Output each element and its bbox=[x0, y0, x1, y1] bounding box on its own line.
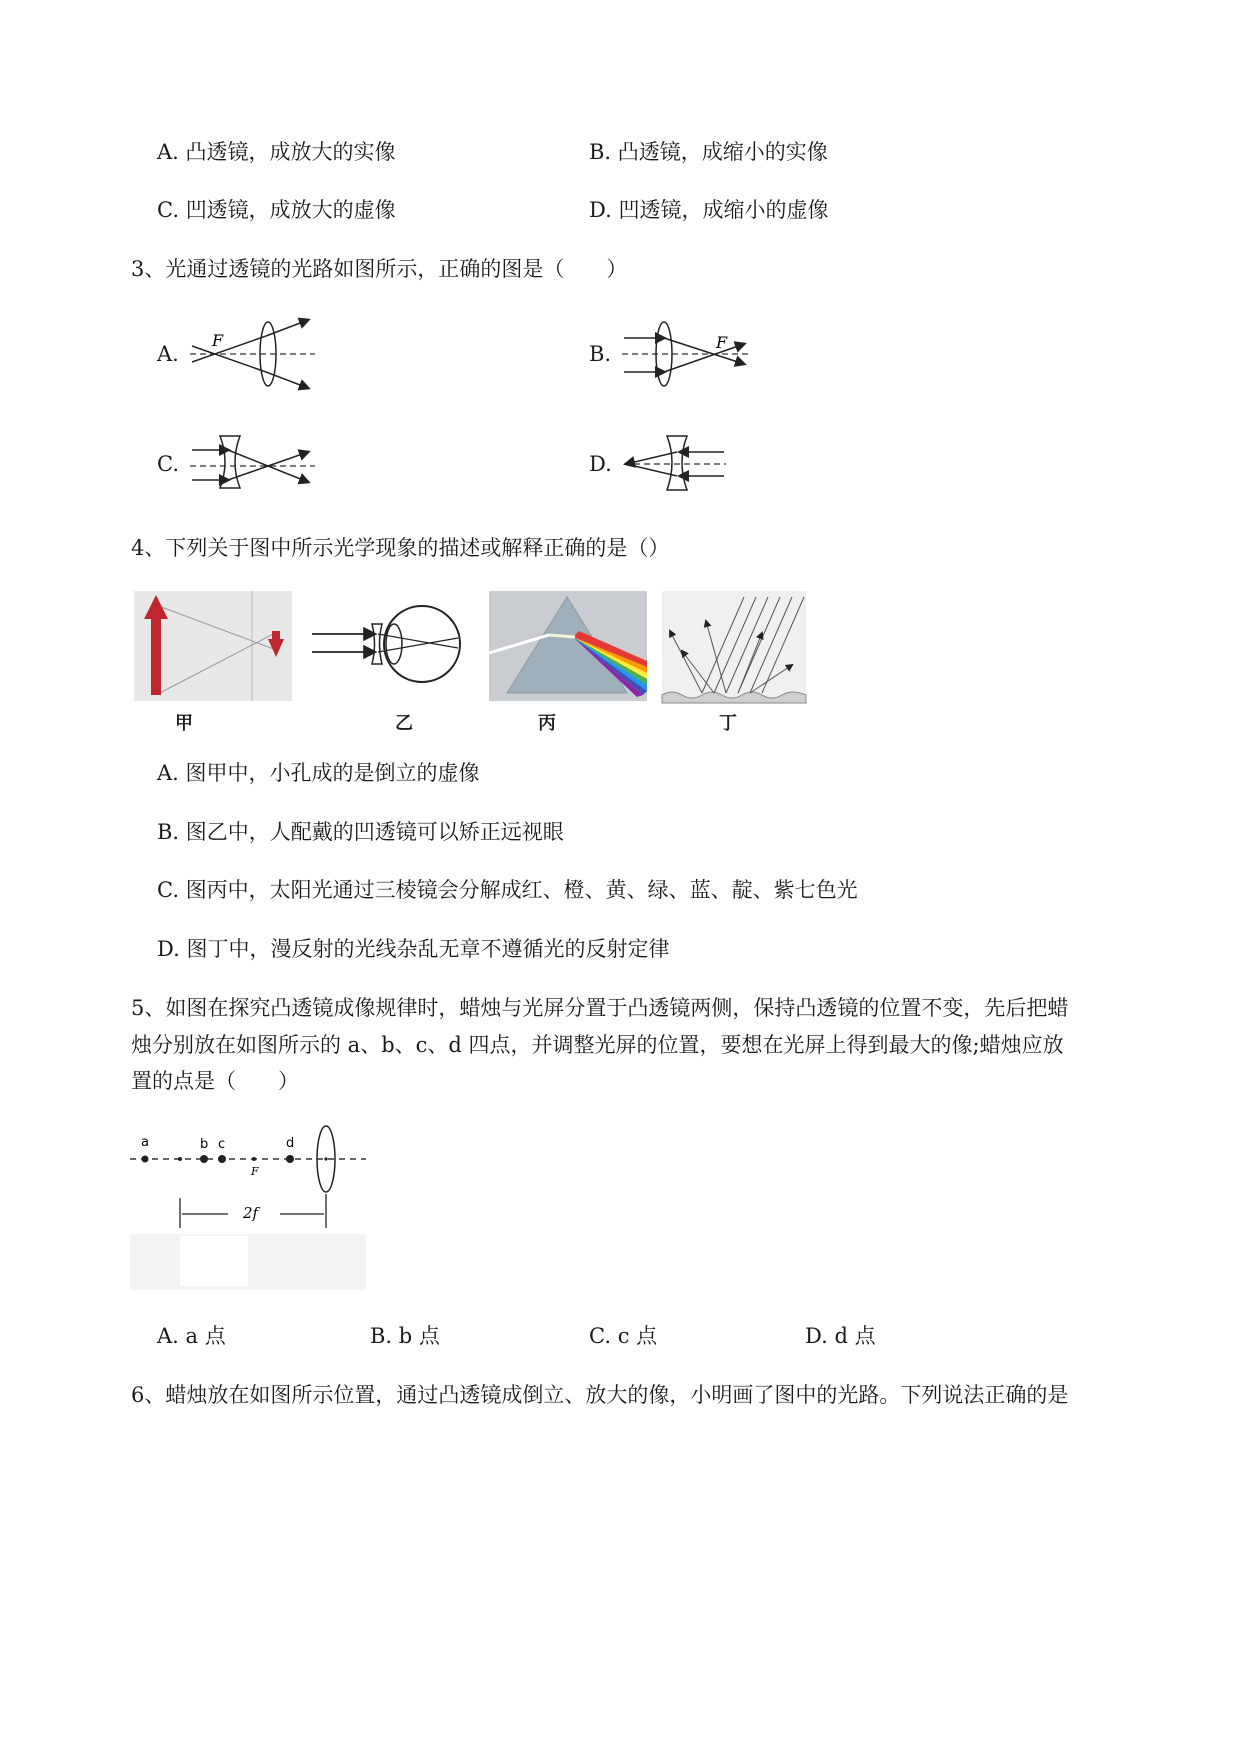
option-text: a 点 bbox=[185, 1324, 226, 1348]
option-letter: A. bbox=[157, 1324, 179, 1348]
q5-option-c[interactable] bbox=[589, 1324, 657, 1349]
q2-option-c[interactable] bbox=[157, 198, 396, 223]
option-letter: A. bbox=[157, 140, 179, 164]
caption-bing: 丙 bbox=[538, 713, 556, 734]
option-text: 凸透镜，成放大的实像 bbox=[185, 140, 396, 164]
option-text: 图甲中，小孔成的是倒立的虚像 bbox=[185, 761, 480, 785]
q4-figure-bing bbox=[489, 591, 647, 701]
point-label-d: d bbox=[286, 1136, 295, 1151]
q4-stem: 4、下列关于图中所示光学现象的描述或解释正确的是（） bbox=[131, 536, 670, 560]
q3-option-d-letter[interactable]: D. bbox=[589, 452, 612, 476]
q5-option-a[interactable] bbox=[157, 1324, 226, 1349]
q3-figure-a[interactable] bbox=[190, 318, 320, 390]
option-letter: D. bbox=[589, 198, 612, 222]
q3-option-a-letter[interactable]: A. bbox=[157, 342, 179, 366]
option-text: 凹透镜，成放大的虚像 bbox=[185, 198, 396, 222]
option-text: 凹透镜，成缩小的虚像 bbox=[618, 198, 829, 222]
point-label-b: b bbox=[200, 1137, 209, 1152]
q4-option-b[interactable] bbox=[157, 820, 564, 845]
q2-option-d[interactable] bbox=[589, 198, 828, 223]
option-letter: B. bbox=[370, 1324, 393, 1348]
q4-figure-ding bbox=[662, 591, 806, 703]
q4-figure-yi bbox=[312, 596, 462, 696]
q2-option-b[interactable] bbox=[589, 140, 828, 165]
q3-figure-b[interactable] bbox=[622, 318, 752, 390]
caption-yi: 乙 bbox=[395, 713, 413, 734]
caption-ding: 丁 bbox=[719, 713, 737, 734]
q3-option-c-letter[interactable]: C. bbox=[157, 452, 179, 476]
q3-figure-c[interactable] bbox=[190, 432, 320, 492]
option-letter: A. bbox=[157, 761, 179, 785]
q4-option-c[interactable] bbox=[157, 878, 858, 903]
option-letter: D. bbox=[805, 1324, 828, 1348]
point-label-c: c bbox=[218, 1137, 226, 1152]
option-letter: D. bbox=[157, 937, 180, 961]
q5-stem-line-1: 5、如图在探究凸透镜成像规律时，蜡烛与光屏分置于凸透镜两侧，保持凸透镜的位置不变，先后把蜡 bbox=[131, 996, 1069, 1020]
option-text: 图丁中，漫反射的光线杂乱无章不遵循光的反射定律 bbox=[186, 937, 670, 961]
option-text: 凸透镜，成缩小的实像 bbox=[617, 140, 828, 164]
option-text: d 点 bbox=[834, 1324, 876, 1348]
option-text: c 点 bbox=[617, 1324, 658, 1348]
option-letter: C. bbox=[157, 878, 179, 902]
option-text: 图乙中，人配戴的凹透镜可以矫正远视眼 bbox=[185, 820, 564, 844]
q5-stem-line-2: 烛分别放在如图所示的 a、b、c、d 四点，并调整光屏的位置，要想在光屏上得到最大的像;蜡烛应放 bbox=[131, 1033, 1064, 1057]
option-text: b 点 bbox=[398, 1324, 440, 1348]
q5-stem-line-3: 置的点是（ ） bbox=[131, 1069, 299, 1093]
option-letter: C. bbox=[589, 1324, 611, 1348]
q4-option-a[interactable] bbox=[157, 761, 480, 786]
q3-stem: 3、光通过透镜的光路如图所示，正确的图是（ ） bbox=[131, 257, 628, 281]
option-text: 图丙中，太阳光通过三棱镜会分解成红、橙、黄、绿、蓝、靛、紫七色光 bbox=[185, 878, 858, 902]
option-letter: B. bbox=[157, 820, 180, 844]
q6-stem: 6、蜡烛放在如图所示位置，通过凸透镜成倒立、放大的像，小明画了图中的光路。下列说法正确的是 bbox=[131, 1383, 1069, 1407]
option-letter: B. bbox=[589, 140, 612, 164]
q5-option-d[interactable] bbox=[805, 1324, 876, 1349]
q3-figure-d[interactable] bbox=[622, 432, 732, 494]
option-letter: C. bbox=[157, 198, 179, 222]
q2-option-a[interactable] bbox=[157, 140, 396, 165]
q5-figure bbox=[130, 1124, 366, 1290]
q3-option-b-letter[interactable]: B. bbox=[589, 342, 612, 366]
focus-label: F bbox=[212, 331, 224, 350]
q5-option-b[interactable] bbox=[370, 1324, 440, 1349]
distance-label: 2f bbox=[243, 1204, 259, 1222]
q4-figure-jia bbox=[134, 591, 292, 701]
focus-label: F bbox=[251, 1165, 259, 1178]
q4-option-d[interactable] bbox=[157, 937, 669, 962]
point-label-a: a bbox=[141, 1135, 149, 1150]
focus-label: F bbox=[716, 333, 728, 352]
caption-jia: 甲 bbox=[175, 713, 193, 734]
